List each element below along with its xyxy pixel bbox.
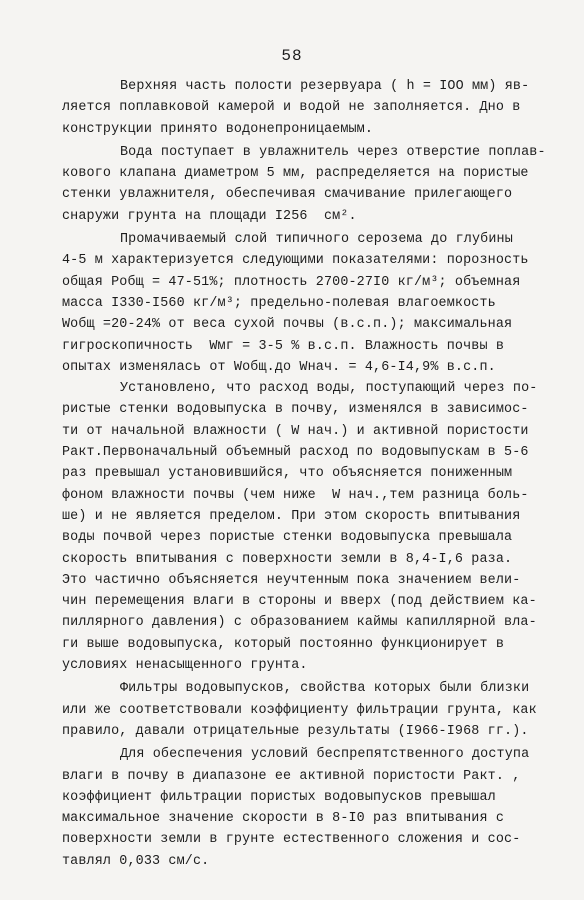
text-line: масса I330-I560 кг/м³; предельно-полевая влагоемкость bbox=[62, 295, 496, 311]
paragraph-3 bbox=[62, 229, 537, 378]
text-line: фоном влажности почвы (чем ниже W нач.,тем разница боль- bbox=[62, 487, 529, 503]
text-line: Wобщ =20-24% от веса сухой почвы (в.с.п.); максимальная bbox=[62, 317, 513, 333]
text-line: конструкции принято водонепроницаемым. bbox=[62, 121, 374, 137]
text-line: ляется поплавковой камерой и водой не заполняется. Дно в bbox=[62, 100, 521, 116]
text-line: снаружи грунта на площади I256 см². bbox=[62, 208, 357, 224]
text-line: кового клапана диаметром 5 мм, распределяется на пористые bbox=[62, 166, 529, 182]
text-line: пиллярного давления) с образованием каймы капиллярной вла- bbox=[62, 615, 537, 631]
text-line: правило, давали отрицательные результаты (I966-I968 гг.). bbox=[62, 723, 529, 739]
text-line: Для обеспечения условий беспрепятственного доступа bbox=[120, 747, 530, 763]
text-line: ти от начальной влажности ( W нач.) и активной пористости bbox=[62, 423, 529, 439]
text-line: максимальное значение скорости в 8-I0 раз впитывания с bbox=[62, 811, 505, 827]
paragraph-5 bbox=[62, 678, 537, 742]
text-line: Фильтры водовыпусков, свойства которых были близки bbox=[120, 681, 530, 697]
text-line: Верхняя часть полости резервуара ( h = IOO мм) яв- bbox=[120, 79, 530, 94]
paragraph-6 bbox=[62, 744, 537, 872]
text-line: или же соответствовали коэффициенту фильтрации грунта, как bbox=[62, 702, 537, 718]
text-line: влаги в почву в диапазоне ее активной пористости Pакт. , bbox=[62, 768, 521, 784]
paragraph-1 bbox=[62, 76, 537, 140]
text-line: Вода поступает в увлажнитель через отверстие поплав- bbox=[120, 144, 546, 160]
text-line: условиях ненасыщенного грунта. bbox=[62, 658, 308, 674]
text-line: чин перемещения влаги в стороны и вверх (под действием ка- bbox=[62, 594, 537, 610]
text-line: гигроскопичность Wмг = 3-5 % в.с.п. Влажность почвы в bbox=[62, 338, 505, 354]
text-line: Установлено, что расход воды, поступающий через по- bbox=[120, 381, 538, 397]
text-line: стенки увлажнителя, обеспечивая смачивание прилегающего bbox=[62, 187, 513, 203]
text-line: общая Pобщ = 47-51%; плотность 2700-27I0 кг/м³; объемная bbox=[62, 274, 521, 290]
text-line: тавлял 0,033 см/с. bbox=[62, 853, 210, 869]
text-line: раз превышал установившийся, что объясняется пониженным bbox=[62, 466, 513, 482]
body-text bbox=[62, 76, 546, 872]
paragraph-2 bbox=[62, 142, 546, 227]
text-line: опытах изменялась от Wобщ.до Wнач. = 4,6-I4,9% в.с.п. bbox=[62, 359, 496, 375]
text-line: Промачиваемый слой типичного серозема до глубины bbox=[120, 232, 513, 248]
paragraph-4 bbox=[62, 378, 537, 676]
text-line: ристые стенки водовыпуска в почву, изменялся в зависимос- bbox=[62, 402, 529, 418]
text-line: скорость впитывания с поверхности земли в 8,4-I,6 раза. bbox=[62, 551, 513, 567]
text-line: поверхности земли в грунте естественного сложения и сос- bbox=[62, 832, 521, 848]
text-line: ше) и не является пределом. При этом скорость впитывания bbox=[62, 508, 521, 524]
text-line: Pакт.Первоначальный объемный расход по водовыпускам в 5-6 bbox=[62, 445, 529, 461]
text-line: 4-5 м характеризуется следующими показателями: порозность bbox=[62, 253, 529, 269]
text-line: Это частично объясняется неучтенным пока значением вели- bbox=[62, 572, 521, 588]
page-number: 58 bbox=[281, 47, 303, 65]
text-line: ги выше водовыпуска, который постоянно функционирует в bbox=[62, 636, 505, 652]
text-line: воды почвой через пористые стенки водовыпуска превышала bbox=[62, 530, 513, 546]
text-line: коэффициент фильтрации пористых водовыпусков превышал bbox=[62, 789, 496, 805]
